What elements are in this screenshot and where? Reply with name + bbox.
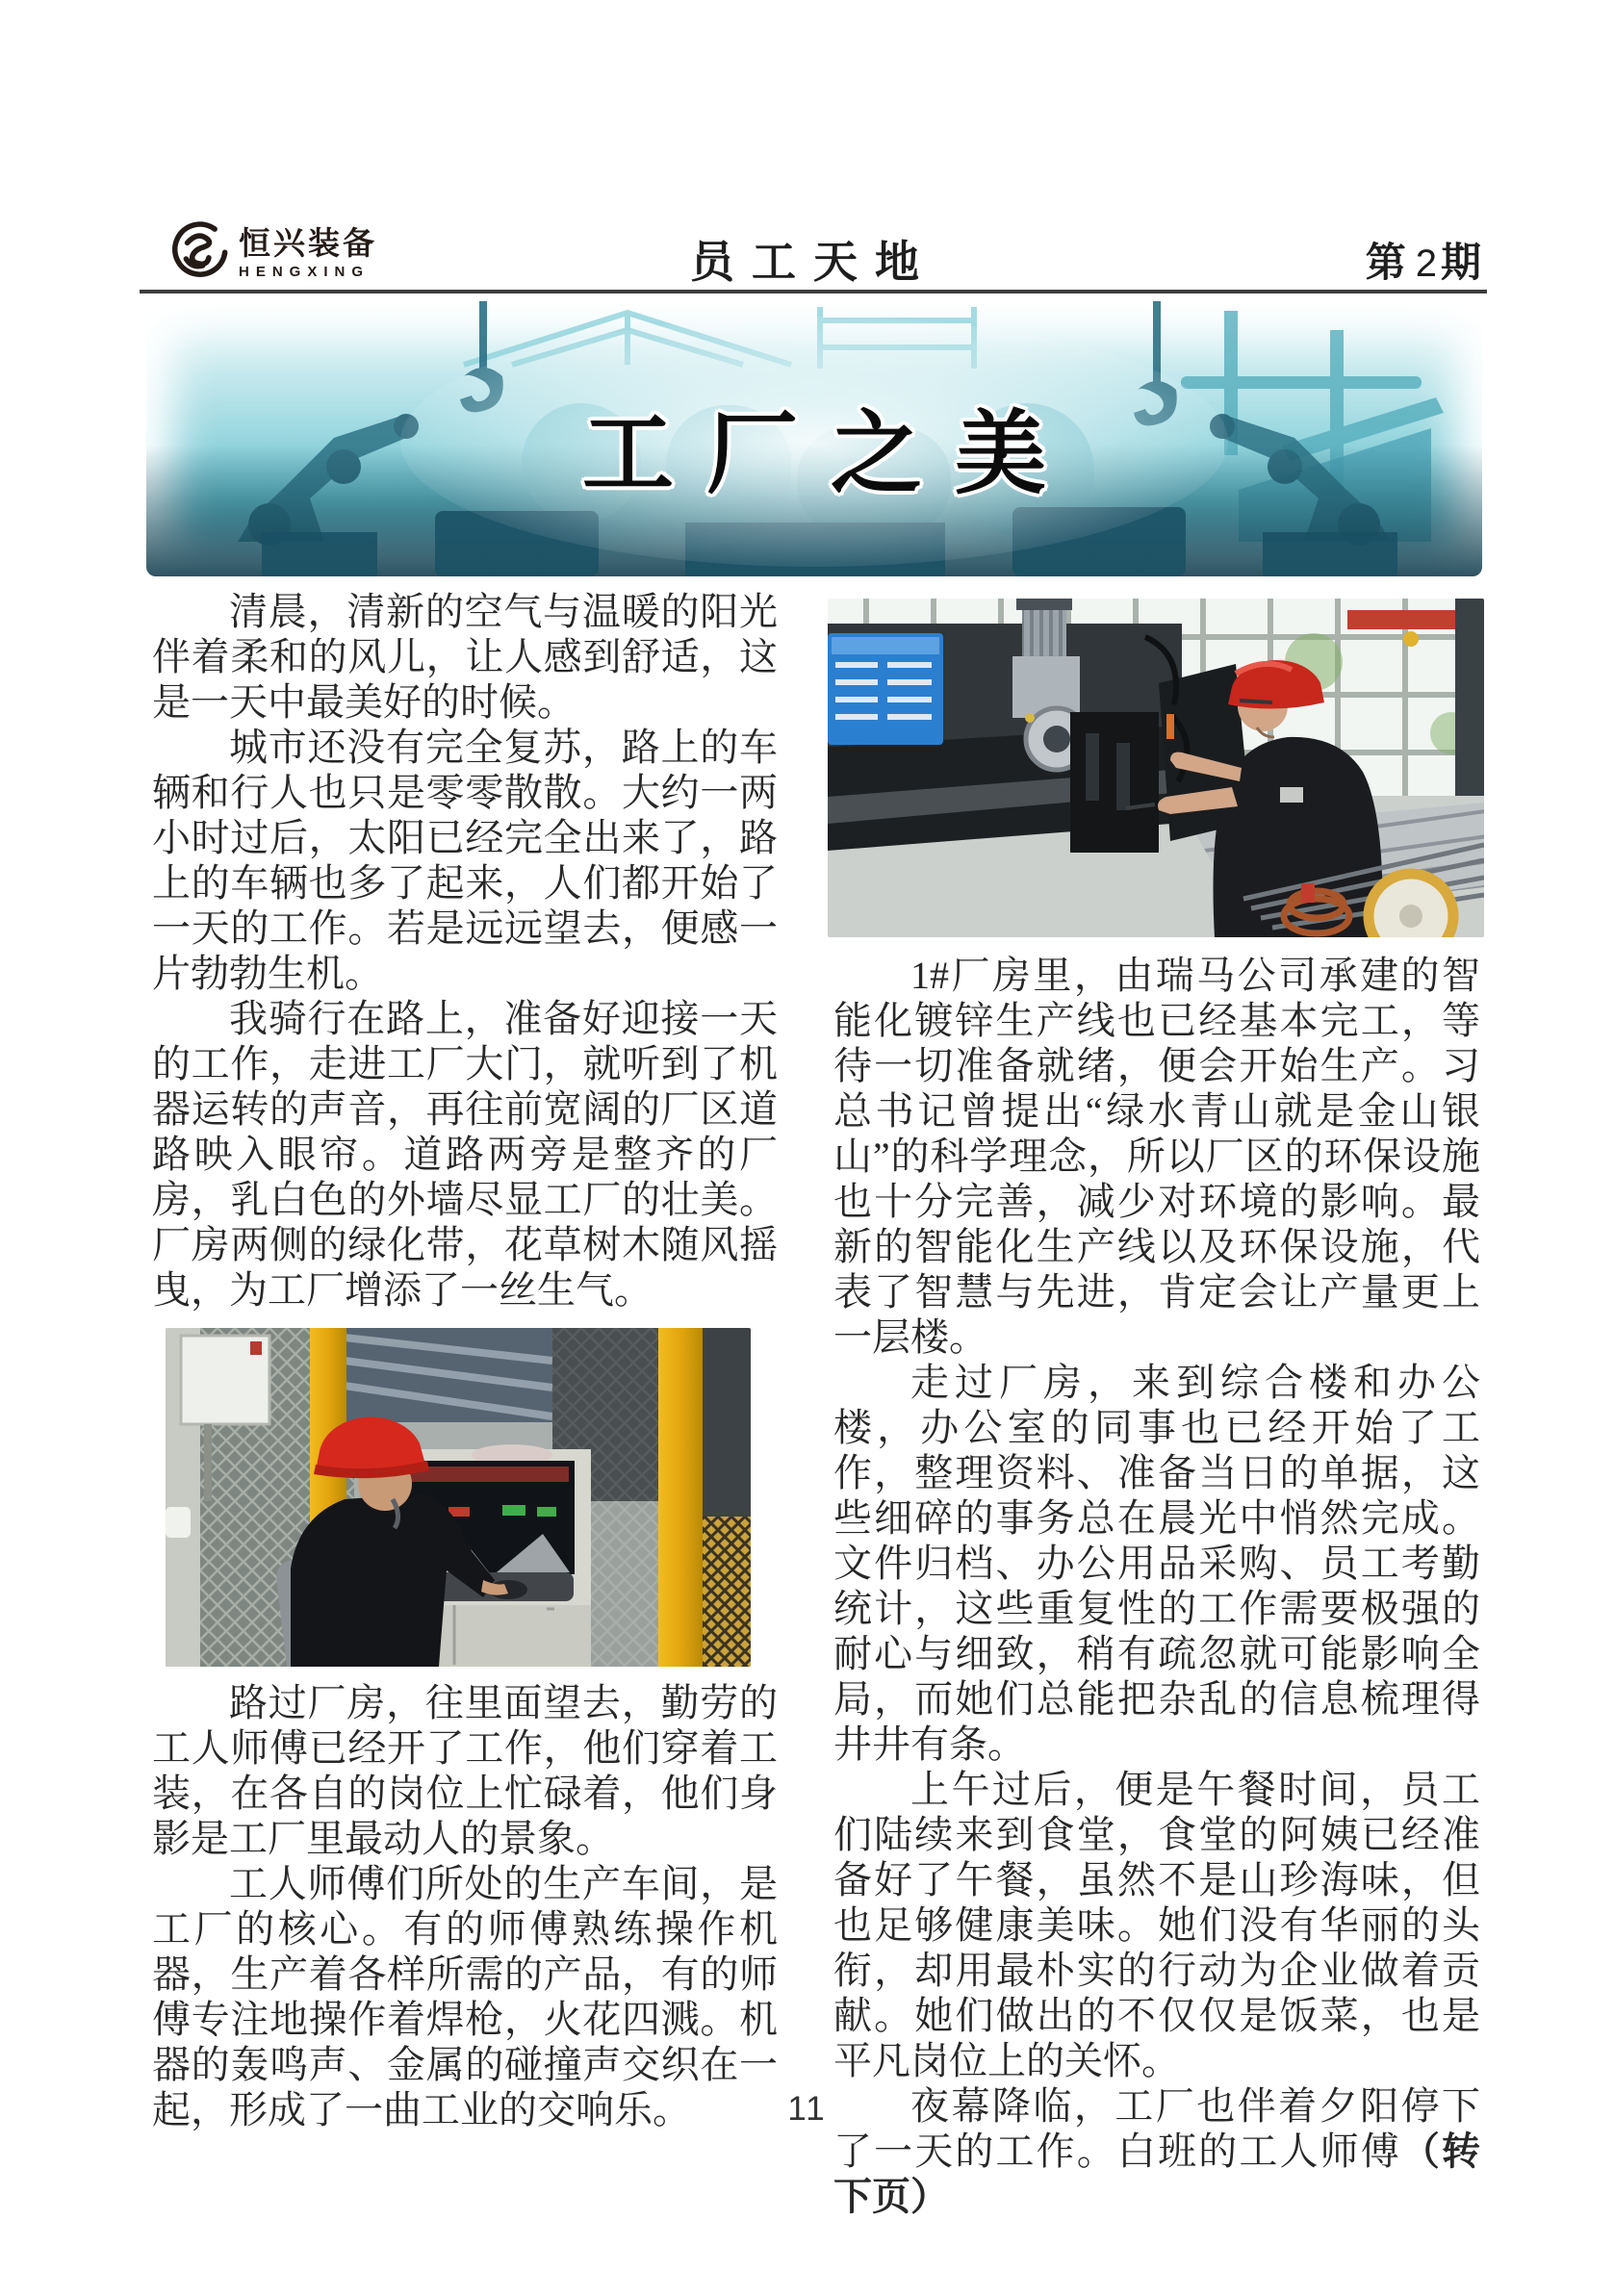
continued-next-page-note: （转下页） xyxy=(833,2130,1481,2218)
company-name-en: HENGXING xyxy=(239,263,371,280)
issue-number: 2 xyxy=(1415,242,1437,285)
photo-worker-at-control-console xyxy=(166,1328,751,1667)
section-title: 员工天地 xyxy=(690,238,936,287)
paragraph: 上午过后，便是午餐时间，员工们陆续来到食堂，食堂的阿姨已经准备好了午餐，虽然不是山珍海味，但也足够健康美味。她们没有华丽的头衔，却用最朴实的行动为企业做着贡献。她们做出的不仅仅是饭菜，也是平凡岗位上的关怀。 xyxy=(833,1768,1480,2082)
issue-prefix: 第 xyxy=(1365,242,1412,286)
paragraph: 走过厂房，来到综合楼和办公楼，办公室的同事也已经开始了工作，整理资料、准备当日的单据，这些细碎的事务总在晨光中悄然完成。文件归档、办公用品采购、员工考勤统计，这些重复性的工作需要极强的耐心与细致，稍有疏忽就可能影响全局，而她们总能把杂乱的信息梳理得井井有条。 xyxy=(833,1361,1480,1766)
company-name-cn: 恒兴装备 xyxy=(239,224,377,261)
page-number: 11 xyxy=(787,2090,827,2128)
paragraph: 1#厂房里，由瑞马公司承建的智能化镀锌生产线也已经基本完工，等待一切准备就绪，便会开始生产。习总书记曾提出“绿水青山就是金山银山”的科学理念，所以厂区的环保设施也十分完善，减少对环境的影响。最新的智能化生产线以及环保设施，代表了智慧与先进，肯定会让产量更上一层楼。 xyxy=(833,954,1480,1359)
photo-worker-adjusting-machine xyxy=(828,599,1484,937)
issue-suffix: 期 xyxy=(1440,242,1487,286)
left-column xyxy=(152,589,778,2132)
banner-factory-art xyxy=(146,301,1482,576)
issue-label xyxy=(1366,231,1487,289)
banner-title: 工厂之美 xyxy=(581,403,1079,506)
paragraph-text: 夜幕降临，工厂也伴着夕阳停下了一天的工作。白班的工人师傅 xyxy=(833,2084,1480,2173)
paragraph: 清晨，清新的空气与温暖的阳光伴着柔和的风儿，让人感到舒适，这是一天中最美好的时候。 xyxy=(152,590,778,724)
paragraph: 路过厂房，往里面望去，勤劳的工人师傅已经开了工作，他们穿着工装，在各自的岗位上忙碌着，他们身影是工厂里最动人的景象。 xyxy=(152,1681,778,1860)
header-rule xyxy=(140,290,1487,293)
paragraph: 城市还没有完全复苏，路上的车辆和行人也只是零零散散。大约一两小时过后，太阳已经完全出来了，路上的车辆也多了起来，人们都开始了一天的工作。若是远远望去，便感一片勃勃生机。 xyxy=(152,726,778,995)
right-column xyxy=(833,589,1480,2219)
paragraph: 工人师傅们所处的生产车间，是工厂的核心。有的师傅熟练操作机器，生产着各样所需的产品，有的师傅专注地操作着焊枪，火花四溅。机器的轰鸣声、金属的碰撞声交织在一起，形成了一曲工业的交响乐。 xyxy=(152,1862,778,2131)
paragraph: 我骑行在路上，准备好迎接一天的工作，走进工厂大门，就听到了机器运转的声音，再往前宽阔的厂区道路映入眼帘。道路两旁是整齐的厂房，乳白色的外墙尽显工厂的壮美。厂房两侧的绿化带，花草树木随风摇曳，为工厂增添了一丝生气。 xyxy=(152,997,778,1312)
